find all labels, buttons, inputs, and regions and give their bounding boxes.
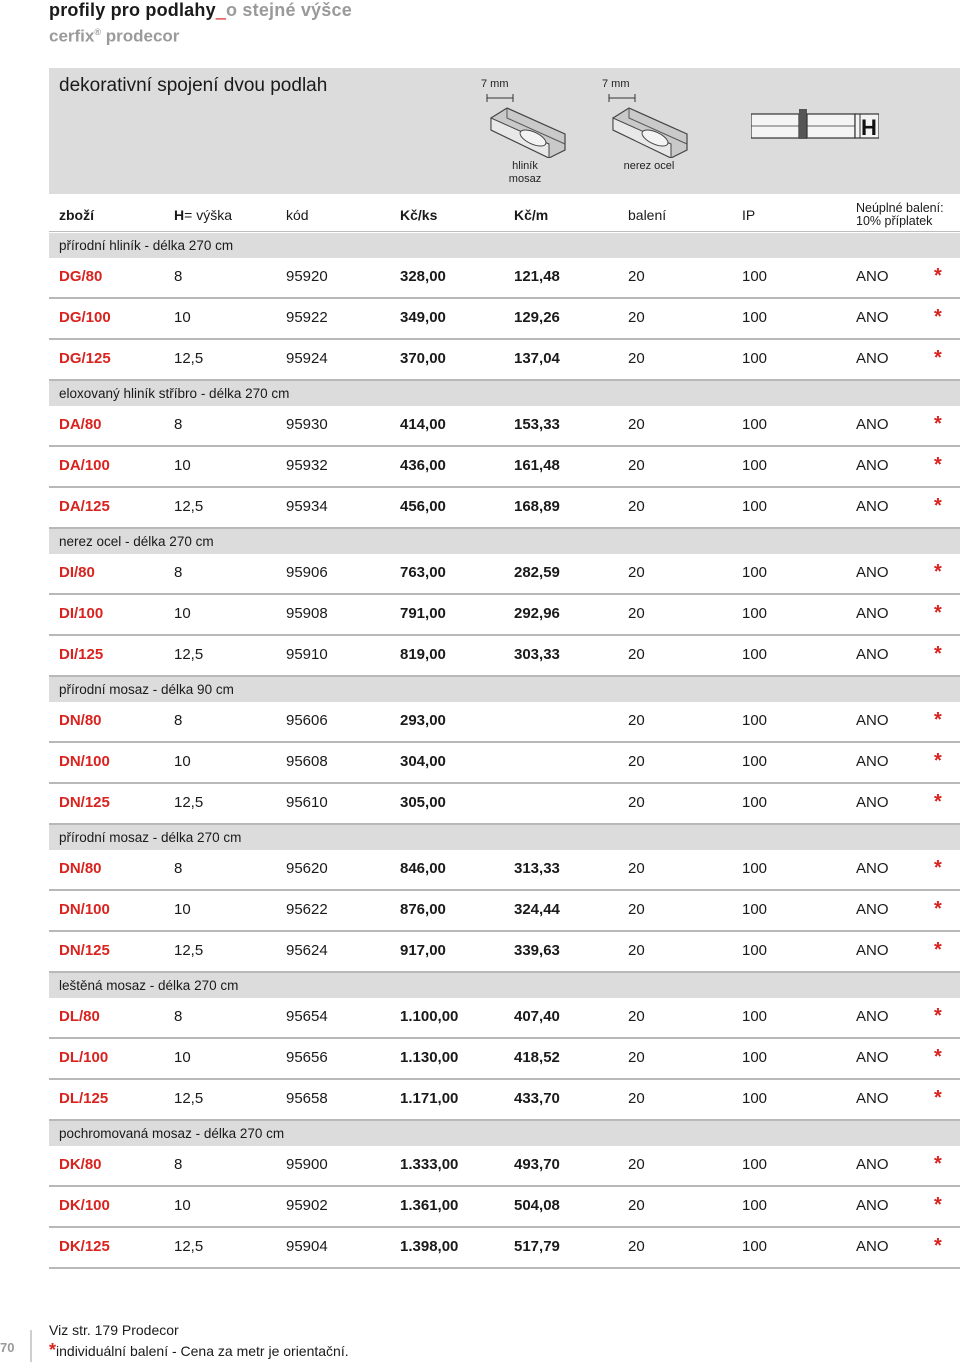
cell-ano: ANO (856, 605, 889, 622)
cell-kc: 917,00 (400, 942, 446, 959)
cell-km: 129,26 (514, 309, 560, 326)
cell-star: * (934, 1005, 942, 1027)
table-row (49, 1187, 960, 1228)
cell-kod: 95906 (286, 564, 328, 581)
cell-ano: ANO (856, 1197, 889, 1214)
cell-kc: 304,00 (400, 753, 446, 770)
cell-code: DK/125 (59, 1238, 110, 1255)
section-title: pochromovaná mosaz - délka 270 cm (59, 1126, 285, 1141)
col-partial-pack: Neúplné balení: 10% příplatek (856, 201, 944, 228)
cell-ip: 100 (742, 1090, 768, 1107)
cell-h: 10 (174, 309, 191, 326)
cell-ip: 100 (742, 350, 768, 367)
cell-ano: ANO (856, 942, 889, 959)
table-row (49, 299, 960, 340)
cell-star: * (934, 1153, 942, 1175)
cell-km: 407,40 (514, 1008, 560, 1025)
cell-code: DA/100 (59, 457, 110, 474)
cell-km: 303,33 (514, 646, 560, 663)
cell-h: 8 (174, 1008, 183, 1025)
brand-subtitle: cerfix® prodecor (49, 26, 180, 46)
cell-code: DG/100 (59, 309, 111, 326)
banner-title: dekorativní spojení dvou podlah (59, 75, 328, 96)
cell-bal: 20 (628, 753, 645, 770)
cell-ip: 100 (742, 942, 768, 959)
page-number: 70 (0, 1340, 15, 1355)
col-baleni: balení (628, 207, 667, 223)
table-row (49, 932, 960, 973)
cell-ip: 100 (742, 457, 768, 474)
cell-h: 12,5 (174, 794, 204, 811)
cell-kc: 293,00 (400, 712, 446, 729)
cell-code: DL/80 (59, 1008, 100, 1025)
cell-bal: 20 (628, 646, 645, 663)
cell-km: 161,48 (514, 457, 560, 474)
cell-h: 10 (174, 1197, 191, 1214)
section-header (49, 1121, 960, 1146)
cell-ip: 100 (742, 605, 768, 622)
cell-bal: 20 (628, 416, 645, 433)
cell-ip: 100 (742, 1156, 768, 1173)
cell-code: DN/125 (59, 942, 110, 959)
cell-ip: 100 (742, 753, 768, 770)
cell-star: * (934, 265, 942, 287)
cell-bal: 20 (628, 1008, 645, 1025)
cell-km: 168,89 (514, 498, 560, 515)
table-row (49, 447, 960, 488)
cell-ip: 100 (742, 416, 768, 433)
cell-bal: 20 (628, 457, 645, 474)
cell-km: 137,04 (514, 350, 560, 367)
cell-km: 418,52 (514, 1049, 560, 1066)
cell-code: DI/100 (59, 605, 104, 622)
cell-bal: 20 (628, 901, 645, 918)
cell-kc: 846,00 (400, 860, 446, 877)
cell-star: * (934, 347, 942, 369)
col-price-piece: Kč/ks (400, 207, 438, 223)
table-row (49, 784, 960, 825)
table-row (49, 891, 960, 932)
page-title: profily pro podlahy_o stejné výšce (49, 0, 352, 20)
cell-ano: ANO (856, 1156, 889, 1173)
table-row (49, 1146, 960, 1187)
cell-bal: 20 (628, 942, 645, 959)
cell-kod: 95654 (286, 1008, 328, 1025)
cell-kod: 95922 (286, 309, 328, 326)
cell-km: 339,63 (514, 942, 560, 959)
table-row (49, 340, 960, 381)
cell-ip: 100 (742, 1049, 768, 1066)
cell-km: 121,48 (514, 268, 560, 285)
section-title: leštěná mosaz - délka 270 cm (59, 978, 239, 993)
cell-kod: 95624 (286, 942, 328, 959)
cell-h: 8 (174, 564, 183, 581)
table-row (49, 850, 960, 891)
table-row (49, 488, 960, 529)
section-header (49, 825, 960, 850)
cell-bal: 20 (628, 564, 645, 581)
cell-km: 324,44 (514, 901, 560, 918)
cell-kc: 1.100,00 (400, 1008, 459, 1025)
cell-bal: 20 (628, 1049, 645, 1066)
table-row (49, 743, 960, 784)
col-ip: IP (742, 207, 756, 223)
cell-km: 282,59 (514, 564, 560, 581)
stainless-profile-image (607, 94, 693, 158)
cell-code: DK/100 (59, 1197, 110, 1214)
table-row (49, 258, 960, 299)
cell-kc: 370,00 (400, 350, 446, 367)
cell-h: 12,5 (174, 350, 204, 367)
cell-kc: 436,00 (400, 457, 446, 474)
section-title: přírodní mosaz - délka 270 cm (59, 830, 242, 845)
cell-kc: 1.171,00 (400, 1090, 459, 1107)
cell-kod: 95904 (286, 1238, 328, 1255)
cell-bal: 20 (628, 1156, 645, 1173)
cell-h: 8 (174, 712, 183, 729)
cell-ano: ANO (856, 794, 889, 811)
cell-bal: 20 (628, 860, 645, 877)
cell-h: 10 (174, 753, 191, 770)
cell-star: * (934, 750, 942, 772)
cell-kc: 305,00 (400, 794, 446, 811)
table-row (49, 595, 960, 636)
cell-ip: 100 (742, 712, 768, 729)
cell-ano: ANO (856, 860, 889, 877)
cell-code: DN/125 (59, 794, 110, 811)
table-row (49, 998, 960, 1039)
cell-bal: 20 (628, 712, 645, 729)
cell-star: * (934, 643, 942, 665)
table-row (49, 1228, 960, 1269)
cell-bal: 20 (628, 1197, 645, 1214)
table-row (49, 1039, 960, 1080)
cell-ip: 100 (742, 646, 768, 663)
section-title: nerez ocel - délka 270 cm (59, 534, 214, 549)
cell-code: DN/100 (59, 753, 110, 770)
col-price-meter: Kč/m (514, 207, 549, 223)
cell-kod: 95902 (286, 1197, 328, 1214)
footer-reference: Viz str. 179 Prodecor (49, 1322, 179, 1338)
cell-kod: 95920 (286, 268, 328, 285)
cell-kod: 95924 (286, 350, 328, 367)
cell-star: * (934, 306, 942, 328)
cell-ip: 100 (742, 268, 768, 285)
cell-km: 292,96 (514, 605, 560, 622)
cell-bal: 20 (628, 605, 645, 622)
cell-code: DG/80 (59, 268, 103, 285)
cell-bal: 20 (628, 1238, 645, 1255)
cell-star: * (934, 1087, 942, 1109)
cell-h: 8 (174, 268, 183, 285)
cell-kc: 328,00 (400, 268, 446, 285)
cell-code: DN/80 (59, 860, 102, 877)
section-title: přírodní hliník - délka 270 cm (59, 238, 234, 253)
cell-ano: ANO (856, 1238, 889, 1255)
cell-kod: 95606 (286, 712, 328, 729)
cell-h: 12,5 (174, 498, 204, 515)
section-title: eloxovaný hliník stříbro - délka 270 cm (59, 386, 290, 401)
cell-kc: 1.130,00 (400, 1049, 459, 1066)
cell-h: 10 (174, 605, 191, 622)
cell-km: 517,79 (514, 1238, 560, 1255)
section-header (49, 973, 960, 998)
table-row (49, 1080, 960, 1121)
cell-star: * (934, 1046, 942, 1068)
cell-star: * (934, 561, 942, 583)
cell-bal: 20 (628, 1090, 645, 1107)
section-header (49, 381, 960, 406)
cell-kod: 95622 (286, 901, 328, 918)
cell-ano: ANO (856, 646, 889, 663)
cell-bal: 20 (628, 309, 645, 326)
cell-star: * (934, 454, 942, 476)
cell-ano: ANO (856, 1049, 889, 1066)
col-zbozi: zboží (59, 207, 94, 223)
cell-kc: 1.333,00 (400, 1156, 459, 1173)
cell-star: * (934, 495, 942, 517)
cell-km: 313,33 (514, 860, 560, 877)
cell-code: DI/125 (59, 646, 104, 663)
section-header (49, 529, 960, 554)
cell-bal: 20 (628, 350, 645, 367)
product-banner (49, 68, 960, 194)
footer-note: *individuální balení - Cena za metr je orientační. (49, 1340, 349, 1360)
cell-star: * (934, 413, 942, 435)
height-diagram (751, 108, 879, 140)
cell-code: DK/80 (59, 1156, 102, 1173)
cell-ano: ANO (856, 1090, 889, 1107)
table-row (49, 702, 960, 743)
cell-kod: 95610 (286, 794, 328, 811)
cell-kod: 95932 (286, 457, 328, 474)
cell-kc: 791,00 (400, 605, 446, 622)
cell-kod: 95656 (286, 1049, 328, 1066)
cell-star: * (934, 939, 942, 961)
cell-ip: 100 (742, 1238, 768, 1255)
col-height: H= výška (174, 207, 232, 223)
cell-code: DA/125 (59, 498, 110, 515)
cell-h: 8 (174, 860, 183, 877)
cell-kc: 349,00 (400, 309, 446, 326)
cell-star: * (934, 602, 942, 624)
col-kod: kód (286, 207, 309, 223)
cell-ano: ANO (856, 309, 889, 326)
cell-ip: 100 (742, 564, 768, 581)
cell-ip: 100 (742, 860, 768, 877)
height-symbol: H (861, 115, 877, 140)
dimension-label: 7 mm (602, 78, 630, 90)
cell-code: DL/100 (59, 1049, 109, 1066)
cell-h: 10 (174, 901, 191, 918)
cell-star: * (934, 898, 942, 920)
cell-ano: ANO (856, 457, 889, 474)
column-header (49, 199, 960, 232)
cell-star: * (934, 857, 942, 879)
table-row (49, 406, 960, 447)
cell-kc: 763,00 (400, 564, 446, 581)
cell-ip: 100 (742, 794, 768, 811)
cell-kod: 95908 (286, 605, 328, 622)
cell-km: 504,08 (514, 1197, 560, 1214)
cell-code: DA/80 (59, 416, 102, 433)
cell-ano: ANO (856, 350, 889, 367)
cell-kc: 456,00 (400, 498, 446, 515)
cell-ano: ANO (856, 712, 889, 729)
cell-code: DG/125 (59, 350, 111, 367)
cell-ip: 100 (742, 1008, 768, 1025)
cell-ano: ANO (856, 416, 889, 433)
cell-code: DI/80 (59, 564, 95, 581)
cell-ip: 100 (742, 498, 768, 515)
cell-h: 8 (174, 416, 183, 433)
cell-kc: 414,00 (400, 416, 446, 433)
cell-h: 10 (174, 1049, 191, 1066)
table-row (49, 554, 960, 595)
cell-kod: 95910 (286, 646, 328, 663)
cell-kod: 95658 (286, 1090, 328, 1107)
cell-kod: 95934 (286, 498, 328, 515)
page-marker (30, 1330, 32, 1362)
cell-code: DN/100 (59, 901, 110, 918)
cell-ano: ANO (856, 1008, 889, 1025)
cell-code: DN/80 (59, 712, 102, 729)
cell-code: DL/125 (59, 1090, 109, 1107)
cell-ip: 100 (742, 901, 768, 918)
cell-h: 12,5 (174, 1238, 204, 1255)
cell-ano: ANO (856, 268, 889, 285)
cell-h: 12,5 (174, 646, 204, 663)
table-row (49, 636, 960, 677)
dimension-label: 7 mm (481, 78, 509, 90)
cell-h: 10 (174, 457, 191, 474)
section-header (49, 233, 960, 258)
cell-star: * (934, 709, 942, 731)
cell-kod: 95900 (286, 1156, 328, 1173)
section-header (49, 677, 960, 702)
cell-star: * (934, 1235, 942, 1257)
cell-h: 12,5 (174, 1090, 204, 1107)
cell-kc: 1.361,00 (400, 1197, 459, 1214)
cell-kod: 95930 (286, 416, 328, 433)
profile-label-aluminium: hliník mosaz (508, 160, 542, 185)
cell-ip: 100 (742, 1197, 768, 1214)
cell-bal: 20 (628, 268, 645, 285)
cell-star: * (934, 791, 942, 813)
cell-km: 433,70 (514, 1090, 560, 1107)
cell-bal: 20 (628, 794, 645, 811)
aluminium-profile-image (485, 94, 571, 158)
cell-h: 8 (174, 1156, 183, 1173)
cell-km: 153,33 (514, 416, 560, 433)
cell-kod: 95608 (286, 753, 328, 770)
cell-h: 12,5 (174, 942, 204, 959)
cell-kc: 876,00 (400, 901, 446, 918)
cell-ip: 100 (742, 309, 768, 326)
cell-kc: 819,00 (400, 646, 446, 663)
profile-label-stainless: nerez ocel (623, 160, 675, 172)
cell-km: 493,70 (514, 1156, 560, 1173)
cell-kod: 95620 (286, 860, 328, 877)
cell-ano: ANO (856, 498, 889, 515)
cell-star: * (934, 1194, 942, 1216)
cell-bal: 20 (628, 498, 645, 515)
cell-ano: ANO (856, 564, 889, 581)
cell-kc: 1.398,00 (400, 1238, 459, 1255)
cell-ano: ANO (856, 901, 889, 918)
section-title: přírodní mosaz - délka 90 cm (59, 682, 234, 697)
cell-ano: ANO (856, 753, 889, 770)
